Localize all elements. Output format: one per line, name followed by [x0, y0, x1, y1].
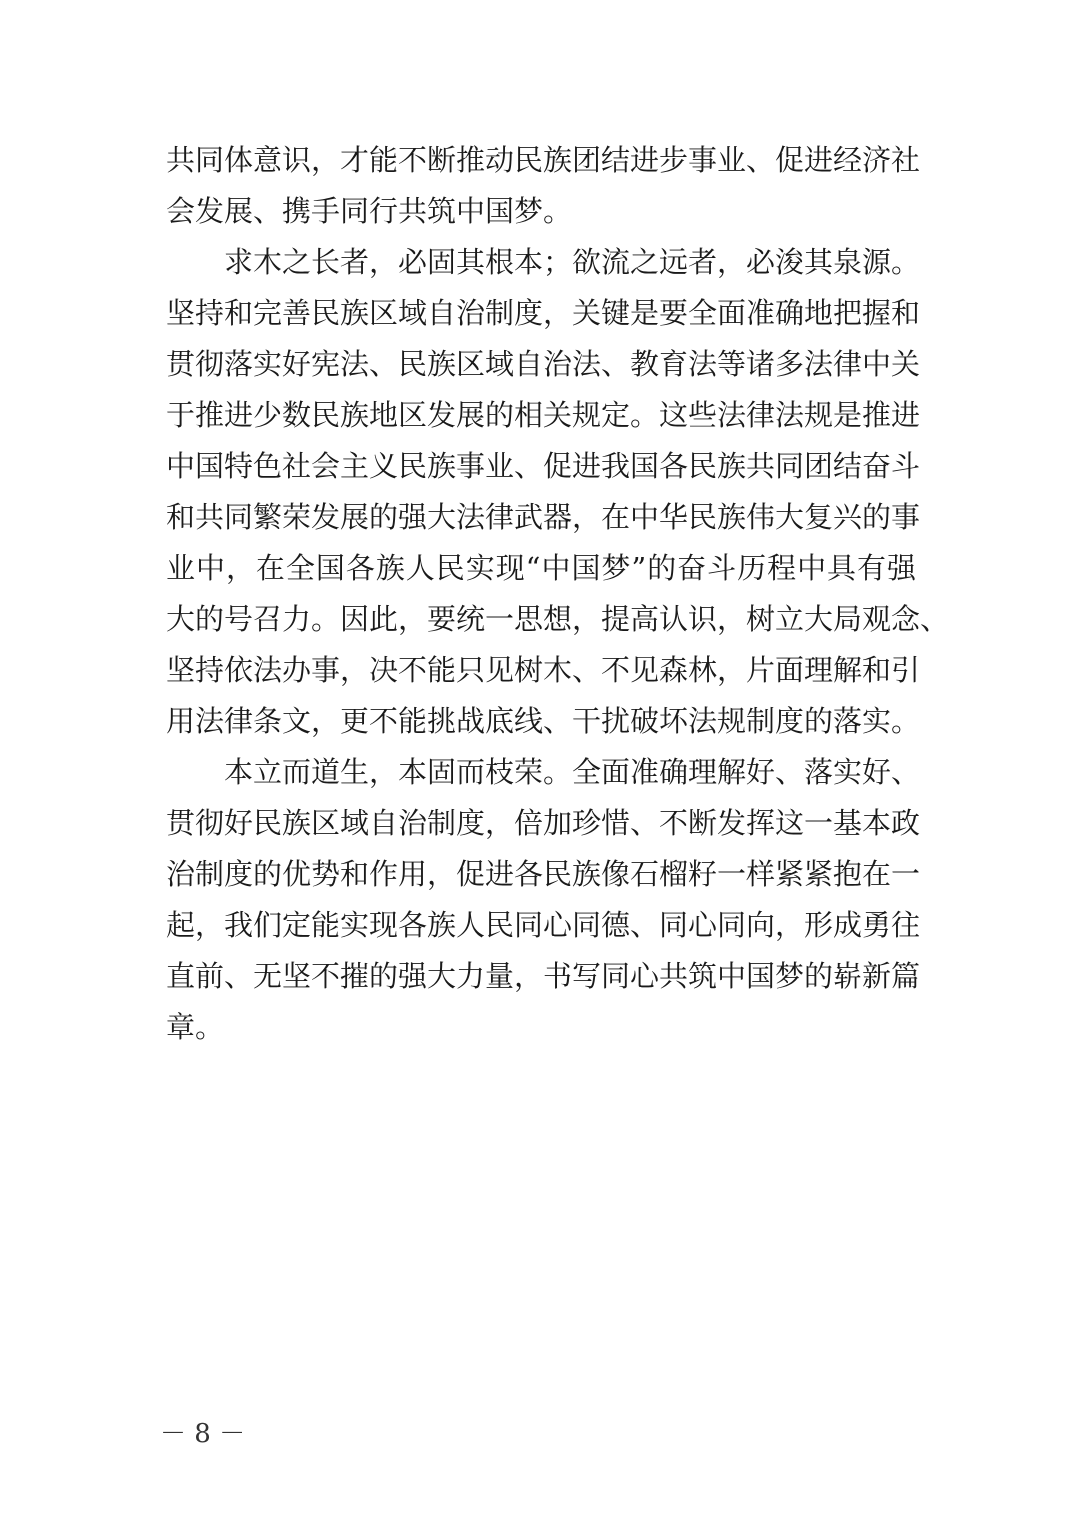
body-text	[166, 135, 950, 1053]
paragraph-2-line-6: 和共同繁荣发展的强大法律武器，在中华民族伟大复兴的事	[166, 500, 921, 534]
paragraph-2-line-7: 业中，在全国各族人民实现“中国梦”的奋斗历程中具有强	[166, 551, 916, 585]
paragraph-3-line-5: 直前、无坚不摧的强大力量，书写同心共筑中国梦的崭新篇	[166, 959, 921, 993]
page-number: － 8 －	[160, 1419, 246, 1449]
paragraph-1-line-2: 会发展、携手同行共筑中国梦。	[166, 194, 573, 228]
paragraph-3-line-4: 起，我们定能实现各族人民同心同德、同心同向，形成勇往	[166, 908, 921, 942]
paragraph-2-line-10: 用法律条文，更不能挑战底线、干扰破坏法规制度的落实。	[166, 704, 921, 738]
paragraph-2-line-1: 求木之长者，必固其根本；欲流之远者，必浚其泉源。	[224, 245, 921, 279]
paragraph-2-line-3: 贯彻落实好宪法、民族区域自治法、教育法等诸多法律中关	[166, 347, 921, 381]
paragraph-2-line-5: 中国特色社会主义民族事业、促进我国各民族共同团结奋斗	[166, 449, 921, 483]
paragraph-1-line-1: 共同体意识，才能不断推动民族团结进步事业、促进经济社	[166, 143, 921, 177]
paragraph-2-line-8: 大的号召力。因此，要统一思想，提高认识，树立大局观念、	[166, 602, 950, 636]
paragraph-3-line-1: 本立而道生，本固而枝荣。全面准确理解好、落实好、	[224, 755, 921, 789]
paragraph-2-line-4: 于推进少数民族地区发展的相关规定。这些法律法规是推进	[166, 398, 921, 432]
paragraph-3-line-6: 章。	[166, 1010, 225, 1044]
paragraph-2-line-2: 坚持和完善民族区域自治制度，关键是要全面准确地把握和	[166, 296, 921, 330]
paragraph-3-line-3: 治制度的优势和作用，促进各民族像石榴籽一样紧紧抱在一	[166, 857, 921, 891]
paragraph-2-line-9: 坚持依法办事，决不能只见树木、不见森林，片面理解和引	[166, 653, 921, 687]
paragraph-3-line-2: 贯彻好民族区域自治制度，倍加珍惜、不断发挥这一基本政	[166, 806, 921, 840]
